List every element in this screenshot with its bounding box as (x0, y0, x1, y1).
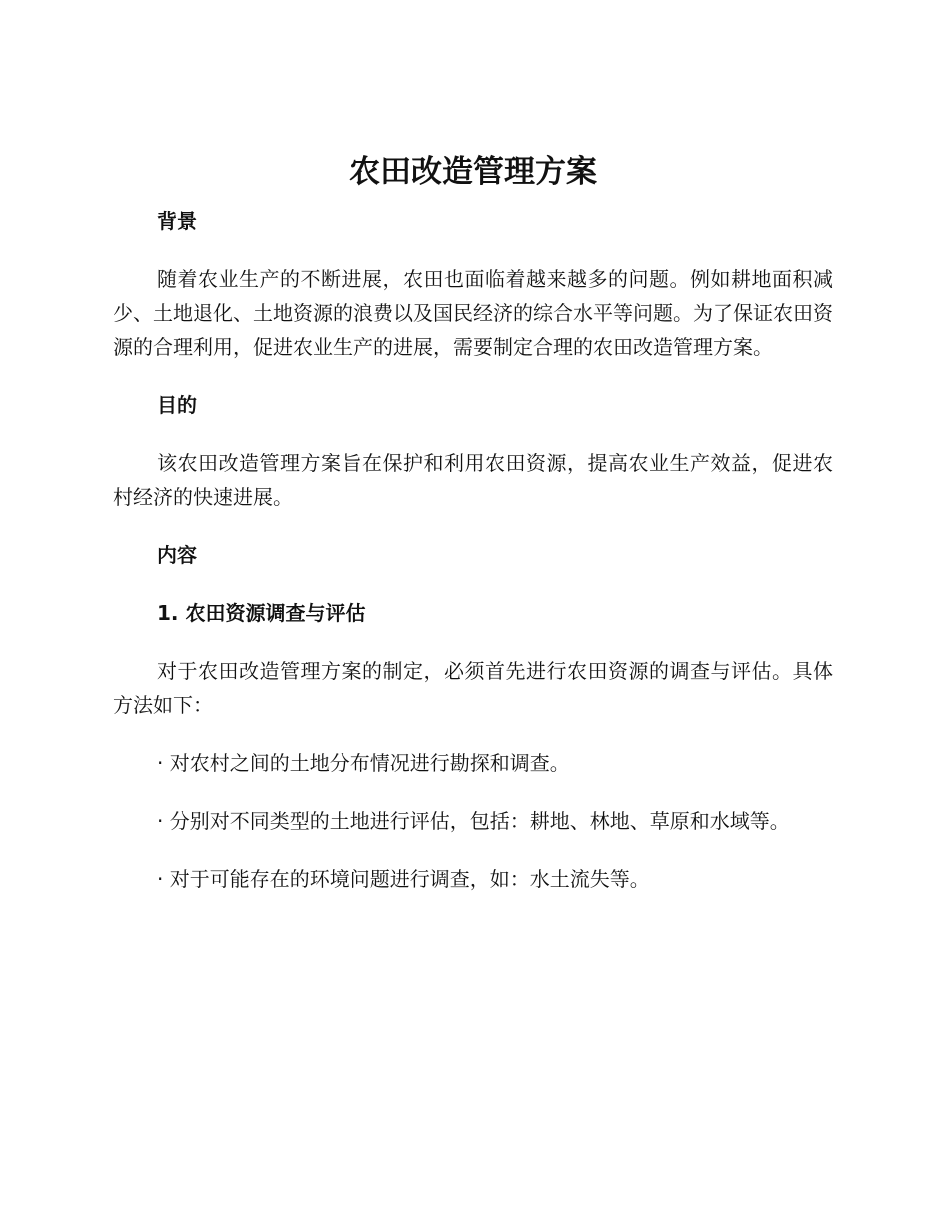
document-body (113, 148, 833, 920)
section-heading-background: 背景 (157, 209, 197, 233)
bullet-item: · 对农村之间的土地分布情况进行勘探和调查。 (157, 751, 570, 775)
bullet-item: · 分别对不同类型的土地进行评估，包括：耕地、林地、草原和水域等。 (157, 809, 790, 833)
section-heading-content: 内容 (157, 543, 197, 567)
document-title: 农田改造管理方案 (349, 154, 597, 190)
bullet-item: · 对于可能存在的环境问题进行调查，如：水土流失等。 (157, 867, 650, 891)
section-heading-purpose: 目的 (157, 393, 197, 417)
background-paragraph: 随着农业生产的不断进展，农田也面临着越来越多的问题。例如耕地面积减少、土地退化、土地资源的浪费以及国民经济的综合水平等问题。为了保证农田资源的合理利用，促进农业生产的进展，需要制定合理的农田改造管理方案。 (113, 267, 833, 359)
purpose-paragraph: 该农田改造管理方案旨在保护和利用农田资源，提高农业生产效益，促进农村经济的快速进展。 (113, 451, 833, 509)
subsection-heading-survey: 1. 农田资源调查与评估 (157, 601, 366, 625)
survey-intro-paragraph: 对于农田改造管理方案的制定，必须首先进行农田资源的调查与评估。具体方法如下： (113, 659, 833, 717)
